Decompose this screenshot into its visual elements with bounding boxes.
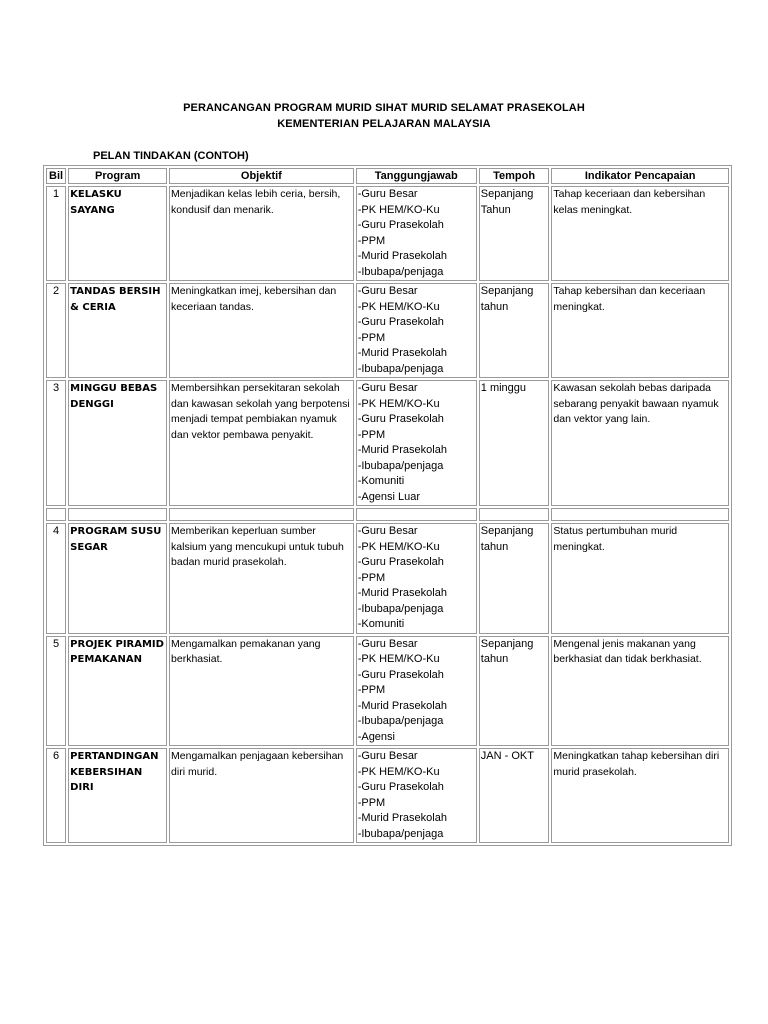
responsible-party: -PPM: [357, 331, 386, 344]
cell-objektif: Meningkatkan imej, kebersihan dan keceriaan tandas.: [169, 283, 354, 378]
table-row: [46, 748, 729, 843]
cell-bil: 1: [46, 186, 66, 281]
cell-program: PROGRAM SUSU SEGAR: [68, 523, 167, 634]
responsible-party: -Murid Prasekolah: [357, 444, 447, 456]
responsible-party: -Ibubapa/penjaga: [357, 602, 444, 615]
responsible-party: -PPM: [357, 571, 386, 584]
spacer-cell: [46, 508, 66, 521]
cell-program: TANDAS BERSIH & CERIA: [68, 283, 167, 378]
action-plan-table: [43, 165, 732, 846]
table-row: [46, 283, 729, 378]
cell-tempoh: Sepanjang Tahun: [479, 186, 550, 281]
responsible-party: -PPM: [357, 234, 386, 247]
responsible-party: -Ibubapa/penjaga: [357, 715, 444, 727]
responsible-party: -Guru Besar: [357, 525, 418, 537]
responsible-party: -Guru Prasekolah: [357, 668, 444, 681]
responsible-party: -Komuniti: [357, 618, 405, 630]
table-row: [46, 186, 729, 281]
spacer-cell: [551, 508, 729, 521]
responsible-party: -Guru Besar: [357, 637, 418, 650]
responsible-party: -Murid Prasekolah: [357, 347, 447, 359]
responsible-party: -Guru Prasekolah: [357, 219, 444, 231]
responsible-party: -Guru Prasekolah: [357, 413, 444, 425]
cell-objektif: Memberikan keperluan sumber kalsium yang mencukupi untuk tubuh badan murid prasekolah.: [169, 523, 354, 634]
table-row: [46, 523, 729, 634]
cell-tanggungjawab: [356, 748, 477, 843]
responsible-party: -Ibubapa/penjaga: [357, 265, 444, 278]
cell-objektif: Menjadikan kelas lebih ceria, bersih, kondusif dan menarik.: [169, 186, 354, 281]
cell-tempoh: Sepanjang tahun: [479, 523, 550, 634]
responsible-party: -Guru Besar: [357, 188, 418, 200]
responsible-party: -PPM: [357, 684, 386, 696]
header-program: Program: [68, 168, 167, 184]
spacer-cell: [356, 508, 477, 521]
responsible-party: -Guru Besar: [357, 382, 418, 394]
section-title: PELAN TINDAKAN (CONTOH): [93, 150, 249, 162]
cell-bil: 4: [46, 523, 66, 634]
responsible-party: -PK HEM/KO-Ku: [357, 397, 440, 410]
responsible-party: -PK HEM/KO-Ku: [357, 540, 440, 553]
cell-tanggungjawab: [356, 380, 477, 506]
responsible-party: -Murid Prasekolah: [357, 699, 447, 712]
cell-indikator: Meningkatkan tahap kebersihan diri murid prasekolah.: [551, 748, 729, 843]
cell-bil: 2: [46, 283, 66, 378]
document-subheading: KEMENTERIAN PELAJARAN MALAYSIA: [277, 118, 491, 130]
responsible-party: -Murid Prasekolah: [357, 587, 447, 599]
responsible-party: -Murid Prasekolah: [357, 812, 447, 824]
responsible-party: -PK HEM/KO-Ku: [357, 300, 440, 313]
responsible-party: -Murid Prasekolah: [357, 250, 447, 262]
cell-indikator: Mengenal jenis makanan yang berkhasiat dan tidak berkhasiat.: [551, 636, 729, 747]
responsible-party: -Ibubapa/penjaga: [357, 459, 444, 472]
cell-objektif: Mengamalkan pemakanan yang berkhasiat.: [169, 636, 354, 747]
responsible-party: -PPM: [357, 428, 386, 441]
header-tempoh: Tempoh: [479, 168, 550, 184]
cell-tanggungjawab: [356, 186, 477, 281]
cell-indikator: Status pertumbuhan murid meningkat.: [551, 523, 729, 634]
table-row: [46, 636, 729, 747]
cell-indikator: Kawasan sekolah bebas daripada sebarang penyakit bawaan nyamuk dan vektor yang lain.: [551, 380, 729, 506]
header-objektif: Objektif: [169, 168, 354, 184]
document-title: PERANCANGAN PROGRAM MURID SIHAT MURID SELAMAT PRASEKOLAH: [183, 102, 585, 114]
responsible-party: -Guru Besar: [357, 750, 418, 762]
cell-bil: 5: [46, 636, 66, 747]
cell-program: PROJEK PIRAMID PEMAKANAN: [68, 636, 167, 747]
cell-tanggungjawab: [356, 636, 477, 747]
responsible-party: -PK HEM/KO-Ku: [357, 203, 440, 216]
spacer-row: [46, 508, 729, 521]
cell-tempoh: JAN - OKT: [479, 748, 550, 843]
cell-indikator: Tahap keceriaan dan kebersihan kelas meningkat.: [551, 186, 729, 281]
responsible-party: -Komuniti: [357, 475, 405, 487]
responsible-party: -PPM: [357, 796, 386, 809]
responsible-party: -Ibubapa/penjaga: [357, 827, 444, 840]
responsible-party: -Guru Prasekolah: [357, 316, 444, 328]
cell-tempoh: 1 minggu: [479, 380, 550, 506]
table-header-row: [46, 168, 729, 184]
header-tanggungjawab: Tanggungjawab: [356, 168, 477, 184]
cell-objektif: Membersihkan persekitaran sekolah dan kawasan sekolah yang berpotensi menjadi tempat pembiakan nyamuk dan vektor pembawa penyakit.: [169, 380, 354, 506]
cell-bil: 3: [46, 380, 66, 506]
responsible-party: -PK HEM/KO-Ku: [357, 765, 440, 778]
header-bil: Bil: [46, 168, 66, 184]
cell-tanggungjawab: [356, 283, 477, 378]
cell-tempoh: Sepanjang tahun: [479, 636, 550, 747]
responsible-party: -Guru Prasekolah: [357, 556, 444, 568]
responsible-party: -Agensi: [357, 730, 395, 743]
spacer-cell: [479, 508, 550, 521]
cell-program: KELASKU SAYANG: [68, 186, 167, 281]
cell-program: PERTANDINGAN KEBERSIHAN DIRI: [68, 748, 167, 843]
responsible-party: -PK HEM/KO-Ku: [357, 653, 440, 665]
header-indikator: Indikator Pencapaian: [551, 168, 729, 184]
cell-program: MINGGU BEBAS DENGGI: [68, 380, 167, 506]
spacer-cell: [169, 508, 354, 521]
responsible-party: -Ibubapa/penjaga: [357, 362, 444, 375]
cell-bil: 6: [46, 748, 66, 843]
cell-tempoh: Sepanjang tahun: [479, 283, 550, 378]
responsible-party: -Guru Prasekolah: [357, 781, 444, 793]
cell-indikator: Tahap kebersihan dan keceriaan meningkat.: [551, 283, 729, 378]
cell-objektif: Mengamalkan penjagaan kebersihan diri murid.: [169, 748, 354, 843]
spacer-cell: [68, 508, 167, 521]
responsible-party: -Agensi Luar: [357, 490, 421, 503]
table-row: [46, 380, 729, 506]
responsible-party: -Guru Besar: [357, 285, 418, 297]
cell-tanggungjawab: [356, 523, 477, 634]
